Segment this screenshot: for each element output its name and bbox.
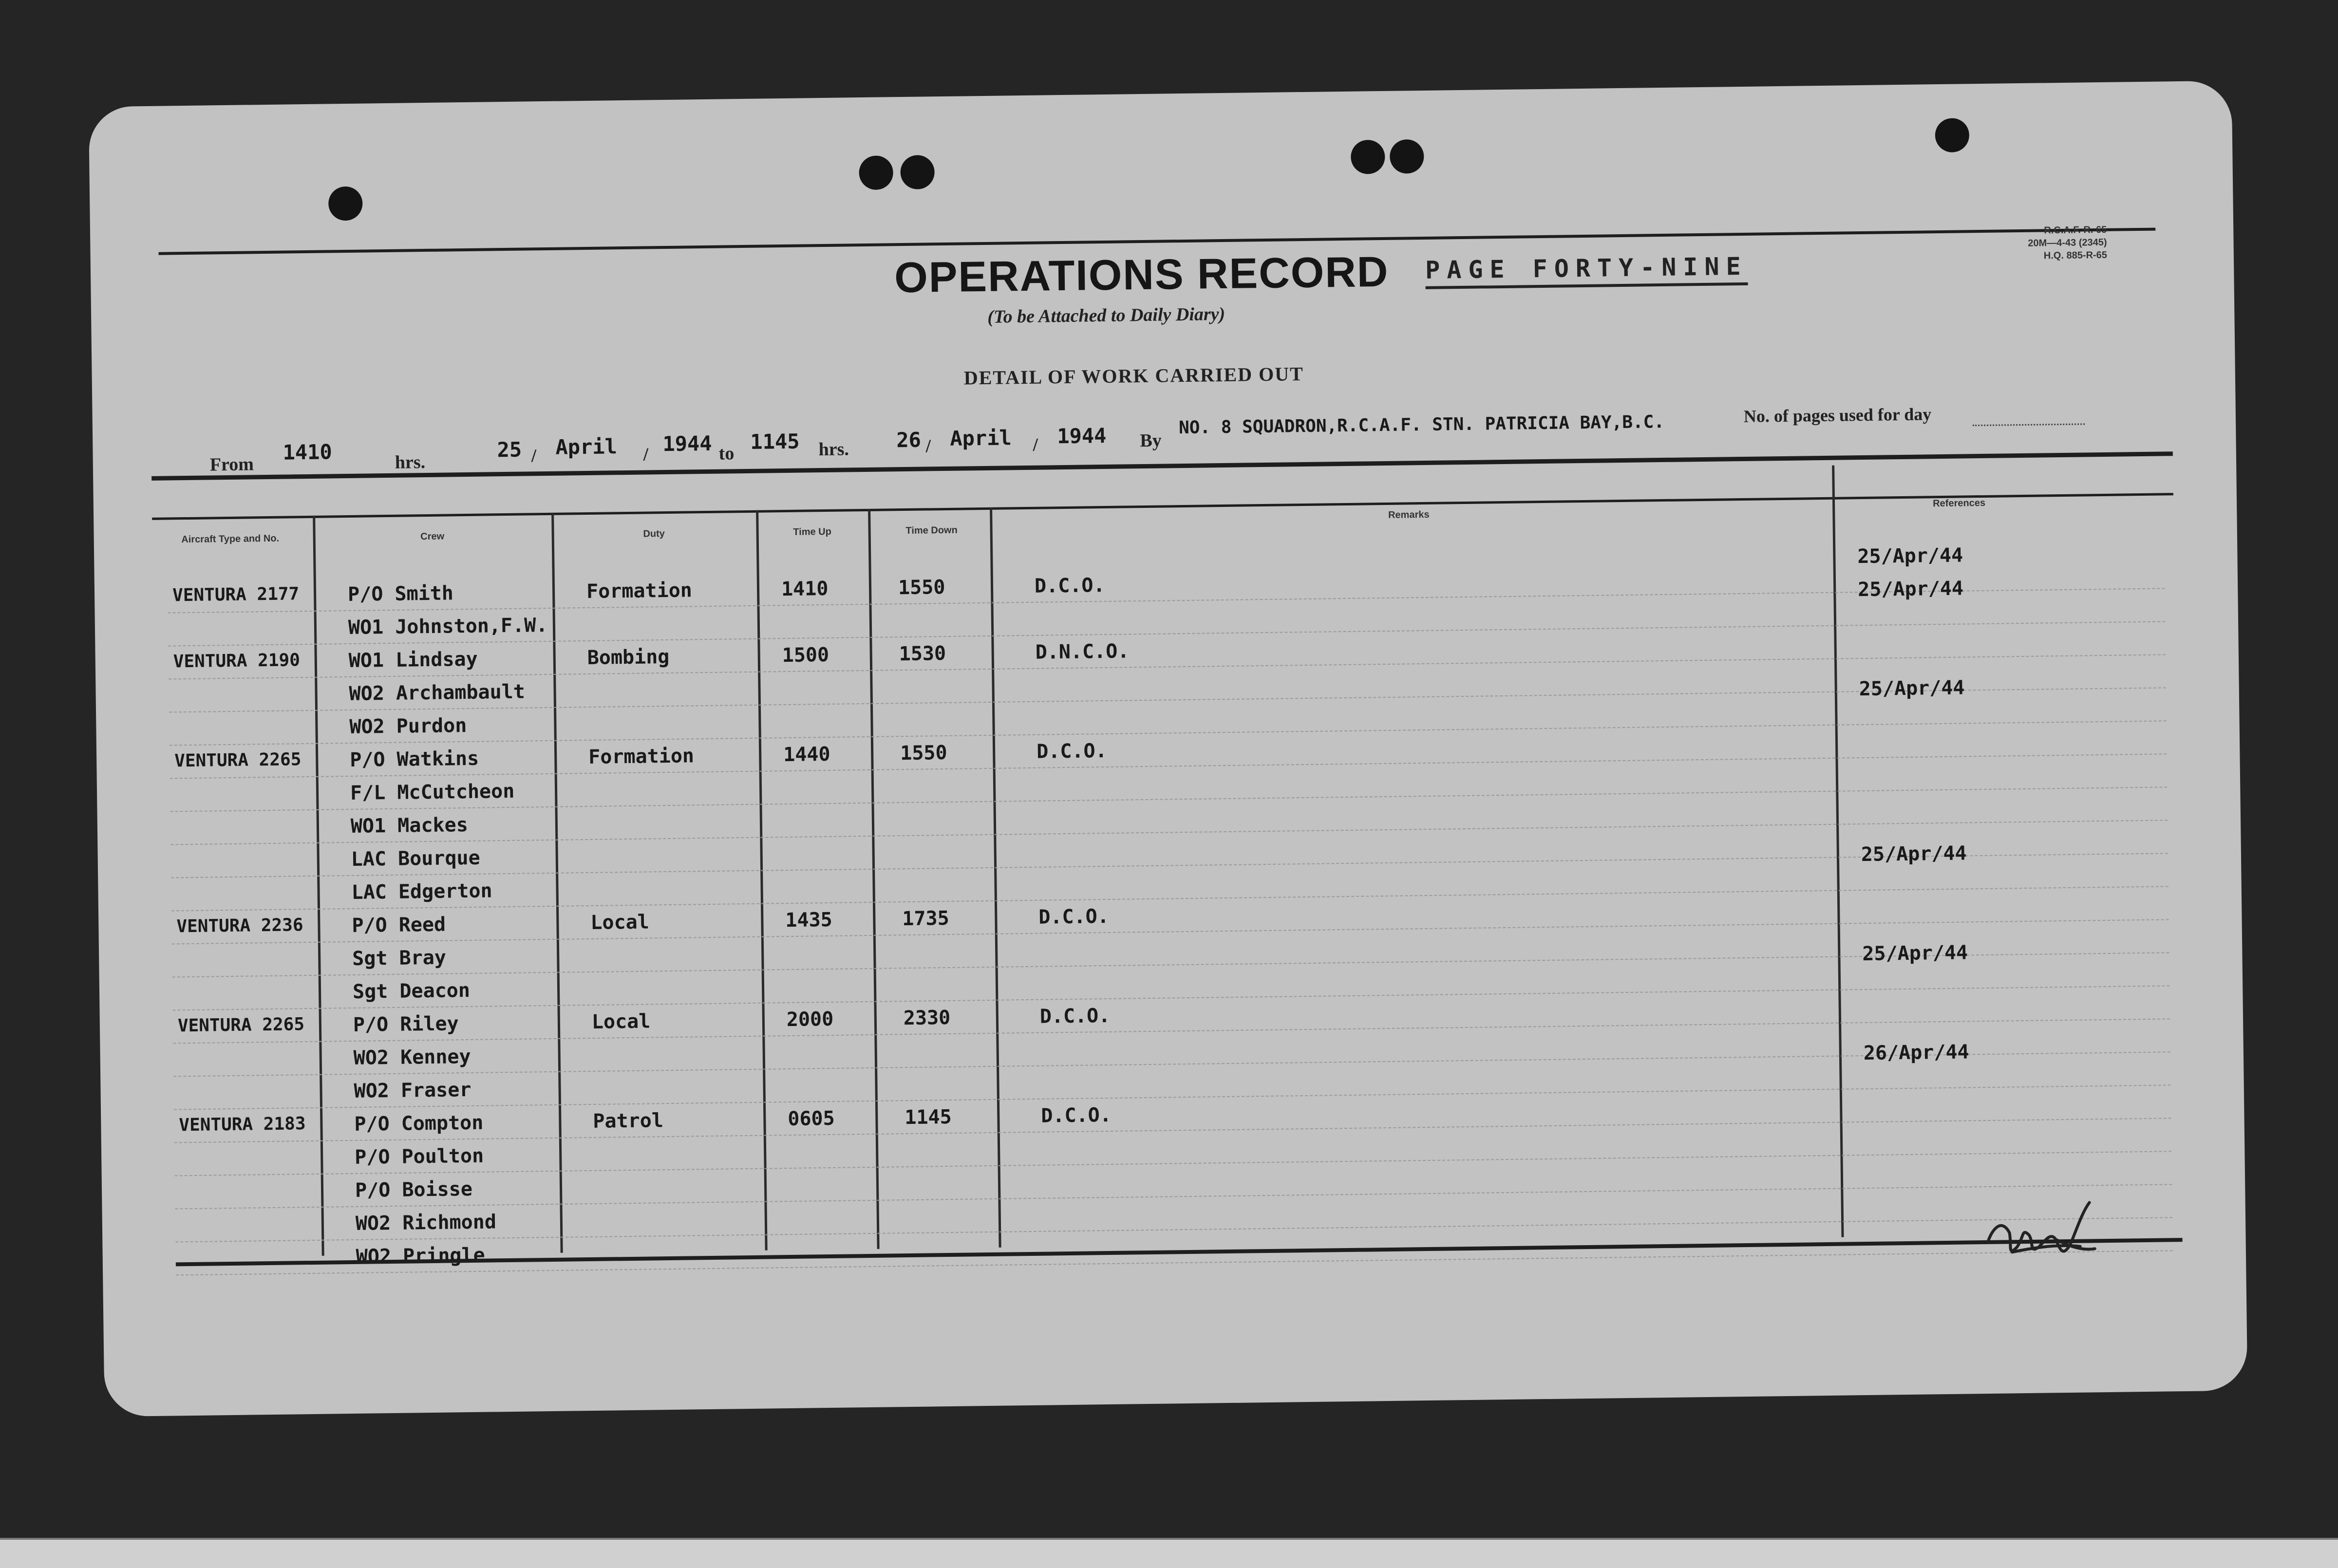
crew-cell: WO2 Kenney: [353, 1045, 471, 1069]
crew-cell: WO1 Mackes: [350, 814, 469, 838]
duty-cell: Bombing: [587, 645, 670, 670]
to-time: 1145: [750, 429, 800, 454]
detail-heading: DETAIL OF WORK CARRIED OUT: [963, 362, 1304, 389]
time-up-cell: 1435: [785, 908, 832, 932]
binder-hole: [328, 187, 363, 221]
time-up-cell: 1440: [783, 743, 830, 766]
operations-record-card: [89, 81, 2248, 1417]
reference-cell: 25/Apr/44: [1859, 676, 1965, 701]
remarks-cell: D.C.O.: [1034, 574, 1105, 597]
from-month: April: [555, 434, 618, 459]
crew-cell: WO2 Pringle: [356, 1244, 485, 1268]
time-up-cell: 1500: [782, 643, 830, 667]
reference-cell: 25/Apr/44: [1862, 941, 1968, 966]
time-up-cell: 1410: [781, 577, 829, 601]
binder-hole: [1351, 140, 1385, 174]
subtitle: (To be Attached to Daily Diary): [987, 303, 1226, 327]
time-down-cell: 1550: [898, 576, 945, 599]
crew-cell: P/O Watkins: [350, 747, 479, 771]
from-time: 1410: [283, 440, 333, 465]
reference-cell: 25/Apr/44: [1861, 842, 1967, 866]
duty-cell: Patrol: [593, 1109, 664, 1133]
aircraft-cell: VENTURA 2177: [172, 584, 300, 606]
crew-cell: WO2 Richmond: [355, 1211, 497, 1235]
aircraft-cell: VENTURA 2265: [177, 1014, 305, 1036]
reference-cell: 25/Apr/44: [1857, 577, 1964, 601]
crew-cell: F/L McCutcheon: [350, 780, 515, 804]
aircraft-cell: VENTURA 2236: [176, 915, 303, 937]
page-number: PAGE FORTY-NINE: [1425, 252, 1748, 289]
crew-cell: WO2 Purdon: [349, 714, 467, 738]
crew-cell: WO2 Fraser: [354, 1078, 471, 1102]
binder-hole: [1935, 118, 1969, 152]
duty-cell: Formation: [586, 579, 693, 603]
time-up-cell: 0605: [788, 1107, 835, 1131]
ruled-line: [173, 1018, 2170, 1044]
initials-signature: [1982, 1197, 2100, 1272]
reference-cell: 26/Apr/44: [1863, 1041, 1969, 1065]
time-down-cell: 2330: [903, 1006, 951, 1030]
crew-cell: Sgt Bray: [352, 946, 447, 970]
time-down-cell: 1735: [902, 907, 949, 931]
form-code: R.C.A.F. R. 65 20M—4-43 (2345) H.Q. 885-R-65: [2028, 224, 2108, 261]
to-year: 1944: [1056, 423, 1107, 448]
crew-cell: WO2 Archambault: [349, 680, 526, 705]
crew-cell: P/O Riley: [353, 1012, 459, 1036]
duty-cell: Formation: [588, 745, 695, 768]
crew-cell: P/O Compton: [354, 1111, 484, 1136]
remarks-cell: D.C.O.: [1039, 1004, 1111, 1028]
unit-name: NO. 8 SQUADRON,R.C.A.F. STN. PATRICIA BAY,B.C.: [1178, 411, 1665, 438]
remarks-cell: D.C.O.: [1041, 1103, 1112, 1127]
binder-hole: [859, 155, 893, 190]
from-day: 25: [497, 437, 522, 462]
crew-cell: P/O Boisse: [355, 1177, 473, 1202]
crew-cell: P/O Poulton: [354, 1144, 484, 1169]
aircraft-cell: VENTURA 2183: [179, 1114, 306, 1136]
header-rule: [151, 451, 2173, 481]
duty-cell: Local: [591, 1010, 651, 1033]
binder-hole: [1390, 139, 1424, 174]
crew-cell: LAC Bourque: [351, 846, 480, 871]
time-down-cell: 1145: [905, 1105, 952, 1129]
remarks-cell: D.N.C.O.: [1035, 640, 1130, 664]
crew-cell: P/O Smith: [347, 582, 454, 606]
crew-cell: WO1 Lindsay: [348, 648, 478, 672]
ruled-line: [170, 720, 2167, 746]
from-year: 1944: [662, 431, 712, 456]
to-day: 26: [896, 428, 922, 452]
time-down-cell: 1530: [899, 642, 946, 666]
to-month: April: [950, 426, 1012, 450]
crew-cell: WO1 Johnston,F.W.: [348, 614, 548, 639]
page-title: OPERATIONS RECORD: [894, 247, 1389, 302]
remarks-cell: D.C.O.: [1038, 905, 1110, 929]
time-down-cell: 1550: [900, 741, 947, 765]
binder-hole: [900, 155, 935, 189]
scanner-bed-strip: [0, 1538, 2338, 1568]
crew-cell: P/O Reed: [352, 913, 446, 937]
time-up-cell: 2000: [786, 1008, 834, 1031]
crew-cell: LAC Edgerton: [351, 879, 492, 904]
period-line: From 1410 hrs. 25 / April / 1944 to 1145 hrs. 26 / April / 1944 By NO. 8 SQUADRON,R.C.A.F. STN. PATRICIA BAY,B.C. No. of pages used for day: [89, 81, 2232, 107]
ruled-line: [173, 985, 2170, 1010]
aircraft-cell: VENTURA 2190: [173, 650, 301, 672]
ruled-line: [174, 1084, 2171, 1110]
ruled-line: [175, 1184, 2172, 1209]
column-headers: Aircraft Type and No. Crew Duty Time Up Time Down Remarks References: [181, 497, 1986, 545]
ruled-line: [172, 919, 2169, 944]
remarks-cell: D.C.O.: [1036, 739, 1107, 763]
crew-cell: Sgt Deacon: [352, 979, 471, 1003]
reference-cell: 25/Apr/44: [1857, 544, 1963, 568]
duty-cell: Local: [590, 911, 650, 934]
ruled-line: [170, 820, 2168, 845]
aircraft-cell: VENTURA 2265: [174, 749, 302, 771]
